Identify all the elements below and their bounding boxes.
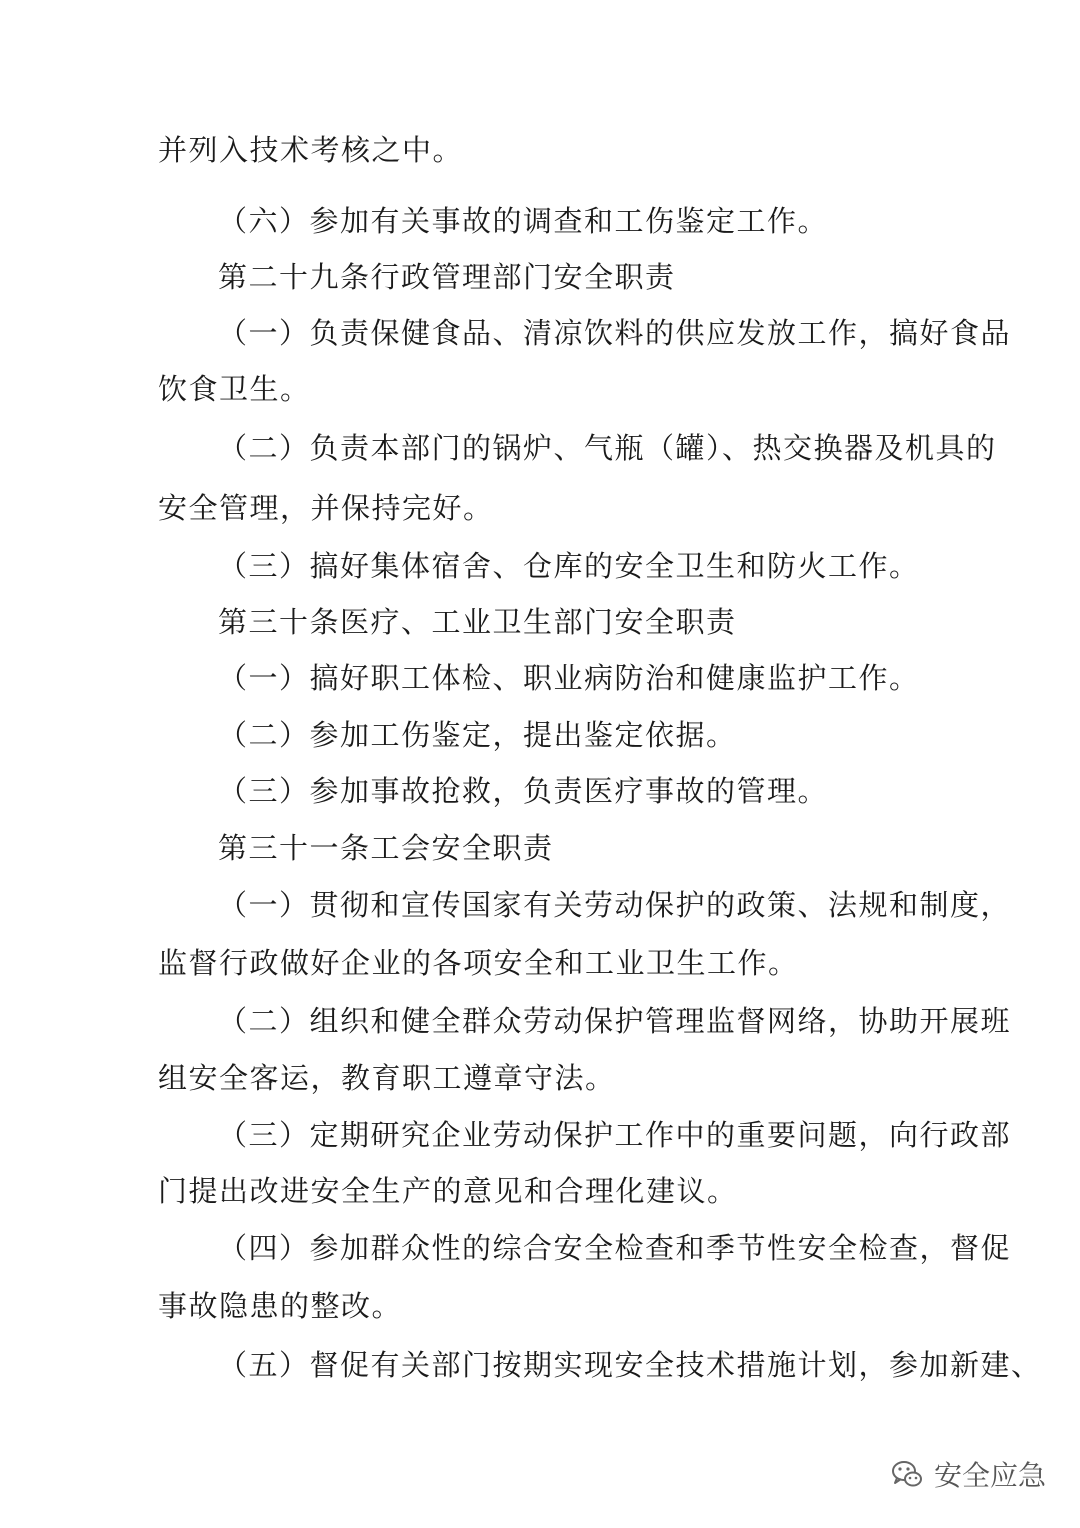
text-line: 并列入技术考核之中。 [158, 133, 464, 167]
text-line: 事故隐患的整改。 [158, 1289, 403, 1323]
text-line: 监督行政做好企业的各项安全和工业卫生工作。 [158, 946, 799, 980]
section-heading: 第二十九条行政管理部门安全职责 [218, 260, 676, 294]
text-line: （四）参加群众性的综合安全检查和季节性安全检查，督促 [218, 1231, 1012, 1265]
wechat-icon [890, 1457, 924, 1491]
section-heading: 第三十一条工会安全职责 [218, 831, 554, 865]
text-line: 安全管理，并保持完好。 [158, 491, 494, 525]
section-heading: 第三十条医疗、工业卫生部门安全职责 [218, 605, 737, 639]
text-line: （二）参加工伤鉴定，提出鉴定依据。 [218, 718, 737, 752]
text-line: 饮食卫生。 [158, 372, 311, 406]
text-line: （三）搞好集体宿舍、仓库的安全卫生和防火工作。 [218, 549, 920, 583]
text-line: （二）组织和健全群众劳动保护管理监督网络，协助开展班 [218, 1004, 1012, 1038]
text-line: （一）负责保健食品、清凉饮料的供应发放工作，搞好食品 [218, 316, 1012, 350]
text-line: （六）参加有关事故的调查和工伤鉴定工作。 [218, 204, 829, 238]
text-line: （一）搞好职工体检、职业病防治和健康监护工作。 [218, 661, 920, 695]
text-line: （五）督促有关部门按期实现安全技术措施计划，参加新建、 [218, 1348, 1042, 1382]
text-line: 组安全客运，教育职工遵章守法。 [158, 1061, 616, 1095]
text-line: （二）负责本部门的锅炉、气瓶（罐）、热交换器及机具的 [218, 431, 997, 465]
text-line: 门提出改进安全生产的意见和合理化建议。 [158, 1174, 738, 1208]
watermark-text: 安全应急 [933, 1459, 1046, 1492]
text-line: （一）贯彻和宣传国家有关劳动保护的政策、法规和制度， [218, 888, 1012, 922]
text-line: （三）定期研究企业劳动保护工作中的重要问题，向行政部 [218, 1118, 1012, 1152]
watermark [890, 1452, 1046, 1496]
text-line: （三）参加事故抢救，负责医疗事故的管理。 [218, 774, 829, 808]
